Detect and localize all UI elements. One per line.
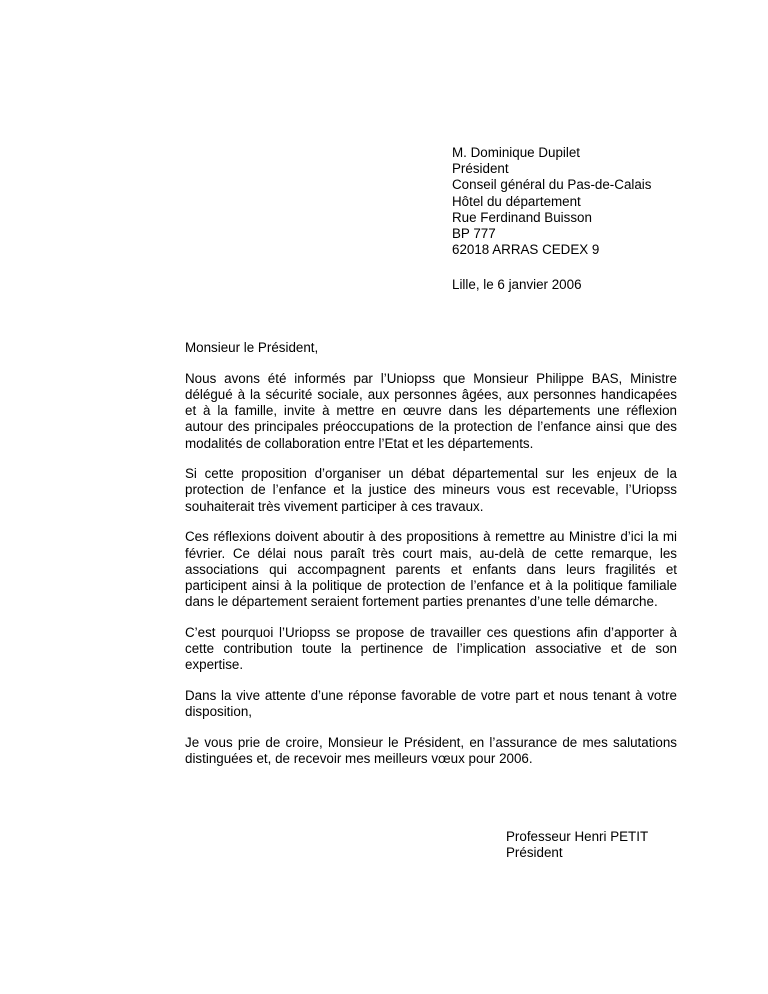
paragraph-3: Ces réflexions doivent aboutir à des propositions à remettre au Ministre d’ici la mi février. Ce délai nous paraît très court mais, au-delà de cette remarque, les associations qui accompagnent parents et enfants dans leurs fragilités et participent ainsi à la politique de protection de l’enfance et à la politique familiale dans le département seraient fortement parties prenantes d’une telle démarche.: [185, 529, 677, 610]
recipient-postcode-city: 62018 ARRAS CEDEX 9: [452, 242, 600, 258]
recipient-title: Président: [452, 161, 509, 177]
signatory-title: Président: [506, 845, 563, 861]
signatory-name: Professeur Henri PETIT: [506, 829, 649, 844]
date-line: Lille, le 6 janvier 2006: [452, 277, 582, 292]
closing-paragraph: Je vous prie de croire, Monsieur le Président, en l’assurance de mes salutations distinguées et, de recevoir mes meilleurs vœux pour 2006.: [185, 734, 677, 767]
paragraph-4: C’est pourquoi l’Uriopss se propose de travailler ces questions afin d’apporter à cette contribution toute la pertinence de l’implication associative et de son expertise.: [185, 624, 677, 673]
recipient-building: Hôtel du département: [452, 193, 581, 209]
paragraph-2: Si cette proposition d’organiser un débat départemental sur les enjeux de la protection de l’enfance et la justice des mineurs vous est recevable, l’Uriopss souhaiterait très vivement participer à ces travaux.: [185, 466, 677, 514]
paragraph-1: Nous avons été informés par l’Uniopss que Monsieur Philippe BAS, Ministre délégué à la sécurité sociale, aux personnes âgées, aux personnes handicapées et à la famille, invite à mettre en œuvre dans les départements une réflexion autour des principales préoccupations de la protection de l’enfance ainsi que des modalités de collaboration entre l’Etat et les départements.: [185, 370, 677, 451]
recipient-name: M. Dominique Dupilet: [452, 145, 581, 160]
recipient-street: Rue Ferdinand Buisson: [452, 209, 592, 225]
recipient-organization: Conseil général du Pas-de-Calais: [452, 177, 652, 193]
salutation: Monsieur le Président,: [185, 340, 319, 355]
recipient-po-box: BP 777: [452, 226, 496, 242]
recipient-address-block: [452, 145, 752, 258]
signature-block: [506, 829, 746, 861]
letter-body: [185, 340, 677, 782]
paragraph-5: Dans la vive attente d’une réponse favorable de votre part et nous tenant à votre disposition,: [185, 687, 677, 720]
